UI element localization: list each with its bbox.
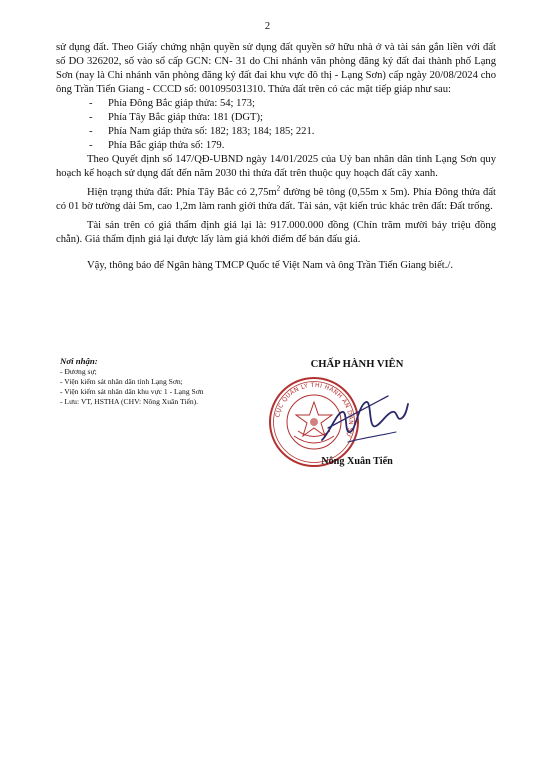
signer-name: Nông Xuân Tiến (321, 456, 393, 467)
recipient-item: - Đương sự; (60, 367, 97, 376)
recipient-item: - Viện kiểm sát nhân dân tỉnh Lạng Sơn; (60, 377, 183, 386)
recipients-title: Nơi nhận: (60, 356, 98, 366)
page-number: 2 (264, 21, 271, 32)
recipient-item: - Viện kiểm sát nhân dân khu vực 1 - Lạng Sơn (60, 387, 204, 396)
handwritten-signature-icon (318, 392, 410, 450)
recipient-item: - Lưu: VT, HSTHA (CHV: Nông Xuân Tiến). (60, 397, 199, 406)
border-item-north: - Phía Bắc giáp thửa số: 179. (89, 139, 496, 153)
border-item-northwest: - Phía Tây Bắc giáp thửa: 181 (DGT); (89, 111, 496, 125)
paragraph-appraisal-price: Tài sản trên có giá thẩm định giá lại là: 917.000.000 đồng (Chín trăm mười bảy triệu đồng chẵn). Giá thẩm định giá lại được lấy làm giá khởi điểm để bán đấu giá. (56, 220, 496, 245)
border-item-south: - Phía Nam giáp thửa số: 182; 183; 184; 185; 221. (89, 125, 496, 139)
land-status-text-start: Hiện trạng thửa đất: Phía Tây Bắc có 2,75m (87, 187, 277, 198)
land-status-text-end: đường bê tông (0,55m x 5m). Phía Đông thửa đất có 01 bờ tường dài 5m, cao 1,2m làm ranh giới thửa đất. Tài sản, vật kiến trúc khác trên đất: Đất trống. (56, 187, 496, 212)
paragraph-planning-decision: Theo Quyết định số 147/QĐ-UBND ngày 14/01/2025 của Uỷ ban nhân dân tỉnh Lạng Sơn quy hoạch kế hoạch sử dụng đất đến năm 2030 thì thửa đất trên thuộc quy hoạch đất cây xanh. (56, 154, 496, 179)
paragraph-land-status (56, 186, 496, 214)
area-unit-superscript: 2 (276, 184, 281, 193)
border-item-northeast: - Phía Đông Bắc giáp thửa: 54; 173; (89, 97, 496, 111)
paragraph-notification: Vậy, thông báo để Ngân hàng TMCP Quốc tế Việt Nam và ông Trần Tiến Giang biết./. (87, 260, 453, 271)
paragraph-land-certificate: sử dụng đất. Theo Giấy chứng nhận quyền sử dụng đất quyền sở hữu nhà ở và tài sản gắn liền với đất số DO 326202, số vào sổ cấp GCN: CN- 31 do Chi nhánh văn phòng đăng ký đất đai thành phố Lạng Sơn (nay là Chi nhánh văn phòng đăng ký đất đai khu vực đô thị - Lạng Sơn) cấp ngày 20/08/2024 cho ông Trần Tiến Giang - CCCD số: 001095031310. Thửa đất trên có các mặt tiếp giáp như sau: (56, 42, 496, 95)
recipients-block (60, 356, 285, 407)
border-list (56, 97, 496, 153)
signer-title: CHẤP HÀNH VIÊN (310, 359, 404, 370)
svg-text:CỤC QUẢN LÝ THI HÀNH ÁN DÂN SỰ: CỤC QUẢN LÝ THI HÀNH ÁN DÂN SỰ (274, 381, 355, 439)
document-body (56, 41, 496, 273)
